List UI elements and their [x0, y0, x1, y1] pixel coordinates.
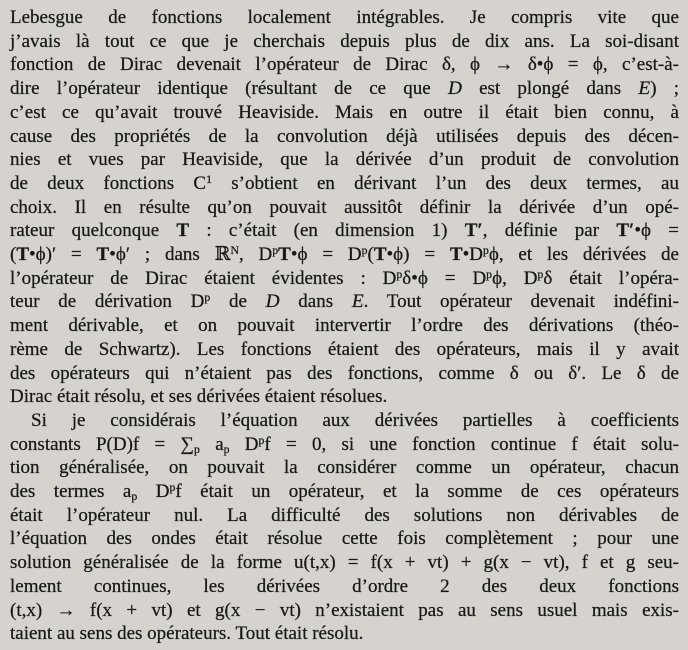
text-line: [10, 267, 679, 291]
text-segment: j’avais là tout ce que je cherchais depuis plus de dix ans. La soi-disant: [10, 30, 679, 52]
script-letter: D: [265, 291, 280, 313]
text-segment: choix. Il en résulte qu’on pouvait aussitôt définir la dérivée d’un opé-: [10, 196, 679, 218]
text-line: [10, 622, 679, 646]
text-segment: D: [137, 481, 170, 503]
text-segment: •ϕ =: [634, 220, 679, 242]
text-line: [10, 599, 679, 623]
bold-operator: T: [96, 244, 110, 266]
text-line: [10, 101, 679, 125]
text-line: [10, 504, 679, 528]
superscript: p: [486, 267, 493, 281]
text-segment: (: [367, 244, 374, 266]
text-segment: (t,x) → f(x + vt) et g(x − vt) n’existaient pas au sens usuel mais exis-: [10, 599, 679, 621]
text-line: [10, 290, 679, 314]
subscript: p: [131, 490, 138, 503]
subscript: p: [194, 442, 200, 456]
text-line: [10, 385, 679, 409]
superscript: p: [482, 244, 489, 258]
superscript: p: [396, 267, 403, 281]
text-segment: est plongé dans: [461, 78, 639, 100]
superscript: N: [230, 244, 239, 258]
text-line: [10, 77, 679, 101]
text-segment: •ϕ)′ =: [29, 244, 97, 266]
script-letter: D: [447, 78, 462, 100]
text-line: [10, 480, 679, 504]
text-segment: a: [199, 433, 224, 455]
text-segment: Dirac était résolu, et ses dérivées étaient résolues.: [10, 386, 388, 408]
superscript: p: [258, 433, 265, 447]
text-segment: constants P(D)f = ∑: [10, 433, 195, 455]
bold-operator: T′: [616, 220, 635, 242]
text-segment: •ϕ) =: [386, 244, 450, 266]
text-segment: , D: [238, 244, 273, 266]
text-line: [10, 6, 679, 30]
text-line: [10, 125, 679, 149]
superscript: p: [537, 267, 544, 281]
text-segment: teur de dérivation D: [10, 291, 205, 313]
superscript: p: [169, 481, 176, 495]
text-line: [10, 433, 679, 457]
text-segment: δ•ϕ = D: [402, 267, 487, 289]
text-segment: solution généralisée de la forme u(t,x) = f(x + vt) + g(x − vt), f et g seu-: [10, 552, 679, 574]
text-segment: l’équation des ondes était résolue cette fois complètement ; pour une: [10, 528, 679, 550]
text-segment: Si je considérais l’équation aux dérivées partielles à coefficients: [31, 409, 679, 431]
bold-operator: T: [176, 220, 190, 242]
text-segment: tion généralisée, on pouvait la considérer comme un opérateur, chacun: [10, 457, 679, 479]
superscript: p: [272, 244, 279, 258]
text-segment: •ϕ = D: [290, 244, 362, 266]
text-segment: ϕ, et les dérivées de: [488, 244, 679, 266]
text-segment: taient au sens des opérateurs. Tout était résolu.: [10, 623, 364, 645]
text-segment: f = 0, si une fonction continue f était solu-: [264, 433, 679, 455]
superscript: p: [204, 291, 211, 305]
text-line: [10, 196, 679, 220]
text-segment: ϕ, D: [492, 267, 538, 289]
text-segment: lement continues, les dérivées d’ordre 2 des deux fonctions: [10, 575, 679, 597]
text-line: [10, 362, 679, 386]
text-segment: rème de Schwartz). Les fonctions étaient des opérateurs, mais il y avait: [10, 338, 679, 360]
text-line: [10, 456, 679, 480]
text-segment: des opérateurs qui n’étaient pas des fonctions, comme δ ou δ′. Le δ de: [10, 362, 679, 384]
text-segment: , définie par: [482, 220, 617, 242]
text-segment: f était un opérateur, et la somme de ces opérateurs: [175, 481, 679, 503]
text-segment: des termes a: [10, 481, 132, 503]
superscript: 1: [206, 173, 212, 187]
text-segment: •D: [462, 244, 483, 266]
text-segment: Lebesgue de fonctions localement intégrables. Je compris vite que: [10, 7, 679, 28]
text-line: [10, 409, 679, 433]
text-line: [10, 53, 679, 77]
text-line: [10, 219, 679, 243]
text-segment: dans: [279, 291, 352, 313]
text-segment: cause des propriétés de la convolution déjà utilisées depuis des décen-: [10, 125, 679, 147]
text-segment: de deux fonctions C: [10, 172, 207, 194]
text-segment: . Tout opérateur devenait indéfini-: [363, 291, 679, 313]
text-segment: ) ;: [650, 78, 679, 100]
bold-operator: T: [373, 244, 387, 266]
text-segment: fonction de Dirac devenait l’opérateur de Dirac δ, ϕ → δ•ϕ = ϕ, c’est-à-: [10, 54, 679, 76]
superscript: p: [361, 244, 368, 258]
text-line: [10, 172, 679, 196]
text-line: [10, 30, 679, 54]
bold-operator: T′: [464, 220, 483, 242]
text-segment: δ était l’opéra-: [543, 267, 679, 289]
text-line: [10, 243, 679, 267]
text-segment: était l’opérateur nul. La difficulté des solutions non dérivables de: [10, 504, 679, 526]
bold-operator: T: [16, 244, 30, 266]
text-segment: rateur quelconque: [10, 220, 177, 242]
bold-operator: T: [278, 244, 291, 266]
text-segment: de: [210, 291, 266, 313]
text-segment: ment dérivable, et on pouvait intervertir l’ordre des dérivations (théo-: [10, 315, 679, 337]
text-line: [10, 338, 679, 362]
text-line: [10, 314, 679, 338]
text-line: [10, 148, 679, 172]
script-letter: E: [638, 78, 651, 100]
text-segment: : c’était (en dimension 1): [189, 220, 465, 242]
text-segment: s’obtient en dérivant l’un des deux termes, au: [211, 172, 679, 194]
bold-operator: T: [449, 244, 463, 266]
text-segment: •ϕ′ ; dans ℝ: [109, 244, 231, 266]
text-segment: l’opérateur de Dirac étaient évidentes : D: [10, 267, 397, 289]
text-segment: c’est ce qu’avait trouvé Heaviside. Mais en outre il était bien connu, à: [10, 101, 679, 123]
text-line: [10, 551, 679, 575]
text-line: [10, 575, 679, 599]
text-segment: D: [229, 433, 259, 455]
text-line: [10, 527, 679, 551]
subscript: p: [223, 442, 230, 456]
text-segment: (: [10, 244, 17, 266]
text-segment: nies et vues par Heaviside, que la dérivée d’un produit de convolution: [10, 149, 679, 171]
script-letter: E: [351, 291, 364, 313]
text-segment: dire l’opérateur identique (résultant de ce que: [10, 78, 448, 100]
